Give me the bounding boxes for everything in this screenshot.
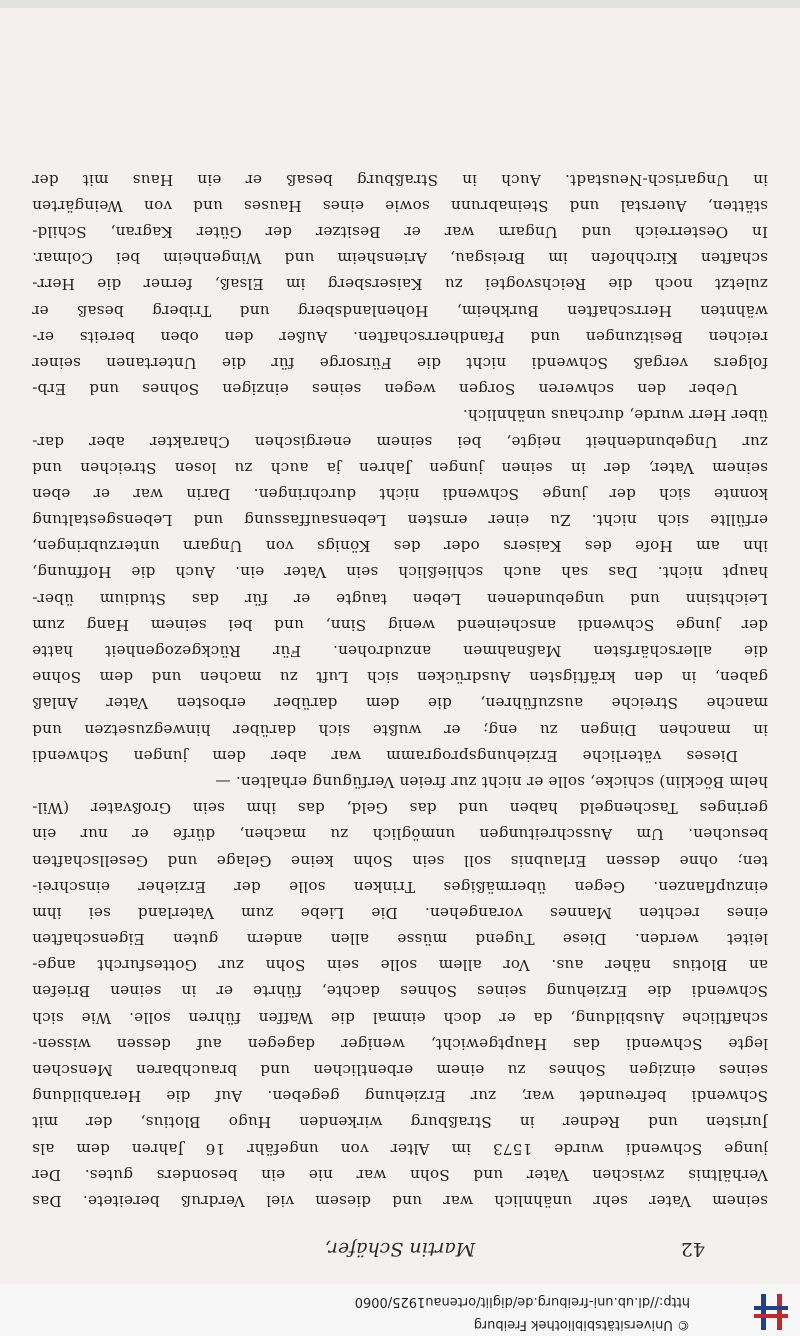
text-line: seinem Vater sehr unähnlich war und diesem viel Verdruß bereitete. Das	[32, 1192, 768, 1210]
text-line: eines rechten Mannes vorangehen. Die Liebe zum Vaterland sei ihm	[32, 903, 768, 922]
text-line: In Oesterreich und Ungarn war er Besitzer der Güter Kagran, Schild-	[32, 223, 768, 242]
text-line: Juristen und Redner in Straßburg wirkenden Hugo Blotius, der mit	[32, 1113, 768, 1132]
ub-freiburg-logo-icon	[748, 1292, 792, 1332]
text-line: besuchen. Um Ausschreitungen unmöglich zu machen, dürfe er nur ein	[32, 825, 768, 844]
text-line: gaben, in den kräftigsten Ausdrücken sich Luft zu machen und dem Sohne	[32, 668, 768, 687]
book-page	[0, 8, 800, 1284]
text-line: ihn am Hofe des Kaisers oder des Königs von Ungarn unterzubringen,	[32, 537, 768, 556]
text-line: einzupflanzen. Gegen übermäßiges Trinken solle der Erzieher einschrei-	[32, 877, 768, 896]
page-header	[95, 1230, 705, 1260]
text-line: über Herr wurde, durchaus unähnlich.	[462, 406, 768, 425]
source-url-link[interactable]: http://dl.ub.uni-freiburg.de/diglit/ortenau1925/0060	[354, 1294, 690, 1309]
text-line: Leichtsinn und ungebundenen Leben taugte er für das Studium über-	[32, 589, 768, 608]
body-text	[32, 167, 768, 1215]
text-line: konnte sich der junge Schwendi nicht durchringen. Darin war er eben	[32, 484, 768, 503]
text-line: manche Streiche auszuführen, die dem darüber erbosten Vater Anlaß	[32, 694, 768, 713]
text-line: seinem Vater, der in seinen jungen Jahren ja auch zu losen Streichen und	[32, 458, 768, 477]
text-line: schaften Kirchhofen im Breisgau, Ariensheim und Wingenheim bei Colmar.	[32, 249, 768, 268]
text-line: ten; ohne dessen Erlaubnis soll sein Sohn keine Gelage und Gesellschaften	[32, 851, 768, 870]
text-line: Dieses väterliche Erziehungsprogramm war aber dem jungen Schwendi	[32, 746, 738, 765]
text-line: stätten, Auerstal und Steinabrunn sowie eines Hauses und von Weingärten	[32, 196, 768, 215]
text-line: erfüllte sich nicht. Zu einer ernsten Lebensauffassung und Lebensgestaltung	[32, 511, 768, 530]
text-line: seines einzigen Sohnes zu einem erbentlichen und brauchbaren Menschen	[32, 1061, 768, 1080]
text-line: wähnten Herrschaften Burkheim, Hohenlandsberg und Triberg besaß er	[32, 301, 768, 320]
running-title: Martin Schäfer,	[324, 1238, 476, 1260]
text-line: zuletzt noch die Reichsvogtei zu Kaisersberg im Elsaß, ferner die Herr-	[32, 275, 768, 294]
text-line: zur Ungebundenheit neigte, bei seinem energischen Charakter aber dar-	[32, 432, 768, 451]
text-line: in Ungarisch-Neustadt. Auch in Straßburg besaß er ein Haus mit der	[32, 170, 768, 189]
text-line: folgers vergaß Schwendi nicht die Fürsorge für die Untertanen seiner	[32, 354, 768, 372]
text-line: Schwendi befreundet war, zur Erziehung gegeben. Auf die Heranbildung	[32, 1087, 768, 1106]
page-number: 42	[680, 1238, 705, 1260]
viewer-header	[0, 1283, 800, 1336]
viewer-bottom-edge	[0, 0, 800, 8]
text-line: die allerschärfsten Maßnahmen anzudrohen. Für Rückgezogenheit hatte	[32, 642, 768, 661]
text-line: leitet werden. Diese Tugend müsse allen andern guten Eigenschaften	[32, 930, 768, 949]
text-line: geringes Taschengeld haben und das Geld, das ihm sein Großvater (Wil-	[32, 799, 768, 818]
copyright-label: © Universitätsbibliothek Freiburg	[473, 1317, 690, 1332]
text-line: haupt nicht. Das sah auch schließlich sein Vater ein. Auch die Hoffnung,	[32, 563, 768, 582]
text-line: Ueber den schweren Sorgen wegen seines einzigen Sohnes und Erb-	[32, 380, 738, 399]
text-line: reichen Besitzungen und Pfandherrschaften. Außer den oben bereits er-	[32, 327, 768, 346]
text-line: in manchen Dingen zu eng; er wußte sich darüber hinwegzusetzen und	[32, 720, 768, 739]
text-line: an Blotius näher aus. Vor allem solle sein Sohn zur Gottesfurcht ange-	[32, 956, 768, 975]
text-line: der junge Schwendi anscheinend wenig Sinn, und bei seinem Hang zum	[32, 615, 768, 634]
text-line: helm Böcklin) schicke, solle er nicht zur freien Verfügung erhalten. —	[215, 773, 768, 791]
text-line: Verhältnis zwischen Vater und Sohn war nie ein besonders gutes. Der	[32, 1165, 768, 1184]
text-line: schaftliche Ausbildung, da er doch einmal die Waffen führen solle. Wie sich	[32, 1008, 768, 1027]
text-line: Schwendi die Erziehung seines Sohnes dachte, führte er in seinen Briefen	[32, 982, 768, 1001]
text-line: legte Schwendi das Hauptgewicht, weniger dagegen auf dessen wissen-	[32, 1034, 768, 1053]
text-line: junge Schwendi wurde 1573 im Alter von ungefähr 16 Jahren dem als	[32, 1139, 768, 1158]
